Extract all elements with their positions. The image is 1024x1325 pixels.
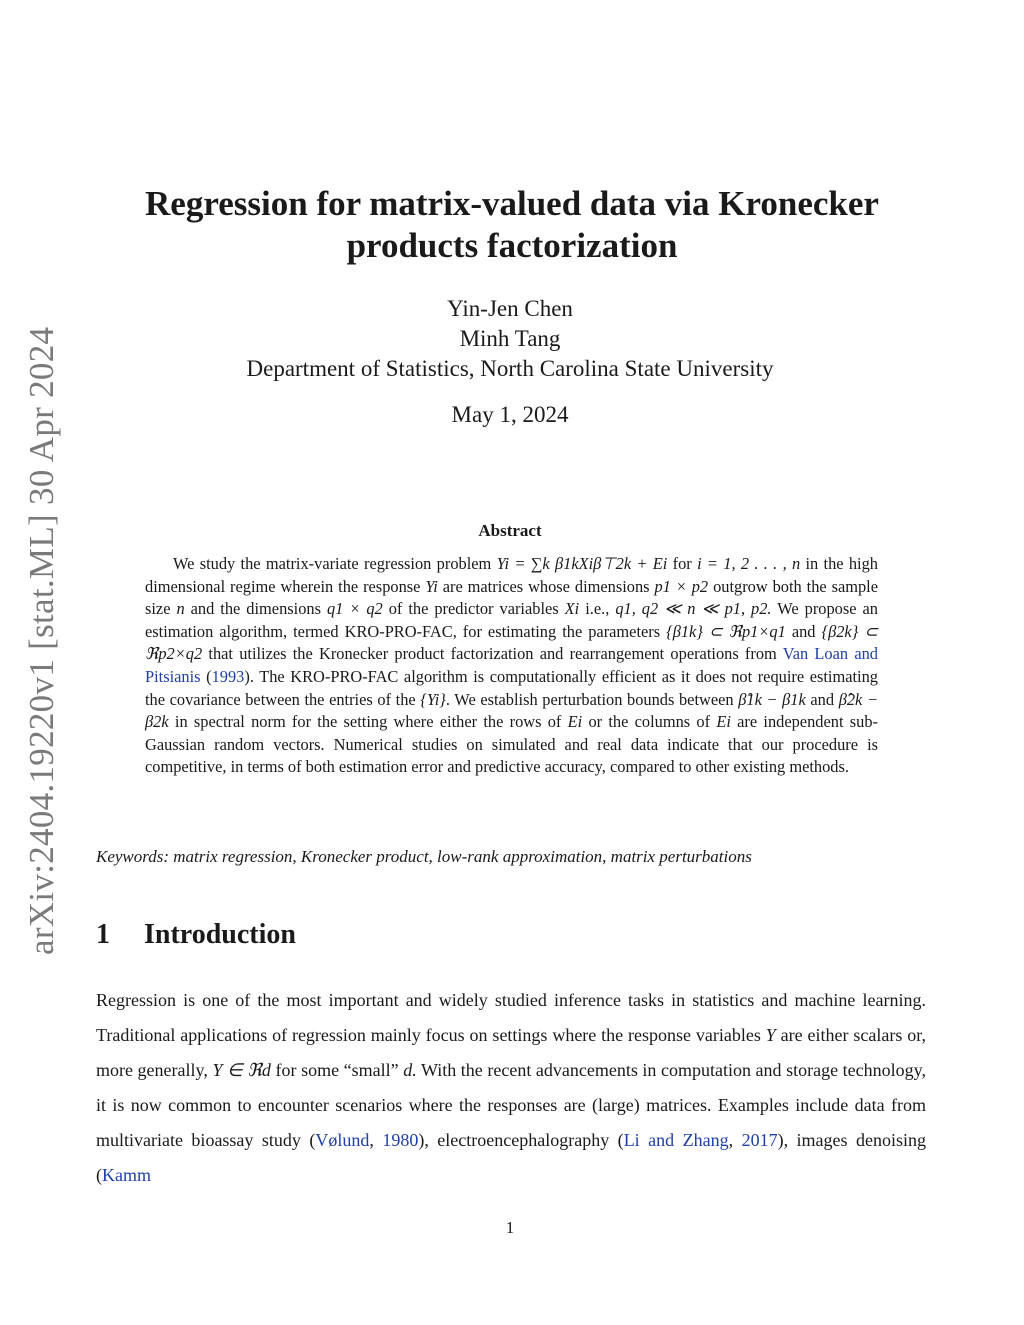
math-expression: {Yi}: [420, 689, 446, 709]
math-expression: Yi = ∑k β1kXiβ⊤2k + Ei: [496, 554, 668, 573]
math-expression: Ei: [716, 712, 731, 732]
arxiv-identifier-stamp[interactable]: arXiv:2404.19220v1 [stat.ML] 30 Apr 2024: [22, 326, 61, 955]
paper-date: May 1, 2024: [451, 402, 569, 427]
affiliation: Department of Statistics, North Carolina State University: [246, 356, 774, 381]
citation-link-li-zhang[interactable]: Li and Zhang: [623, 1130, 729, 1150]
paper-title: Regression for matrix-valued data via Kronecker products factorization: [145, 184, 879, 265]
math-expression: {β2k} ⊂ ℜp2×q2: [145, 621, 878, 664]
section-title: Introduction: [144, 919, 296, 950]
math-expression: q1 × q2: [326, 599, 383, 619]
math-expression: Ei: [567, 712, 583, 732]
citation-link-volund[interactable]: Vølund: [315, 1130, 370, 1150]
abstract-body: [145, 553, 878, 779]
keywords-line: Keywords: matrix regression, Kronecker product, low-rank approximation, matrix perturbations: [96, 847, 752, 866]
citation-link-kamm[interactable]: Kamm: [102, 1165, 151, 1185]
abstract-paragraph: We study the matrix-variate regression problem Yi = ∑k β1kXiβ⊤2k + Ei for i = 1, 2 . . . , n in the high dimensional regime wherein the response Yi are matrices whose dimensions p1 × p2 outgrow both the sample size n and the dimensions q1 × q2 of the predictor variables Xi i.e., q1, q2 ≪ n ≪ p1, p2. We propose an estimation algorithm, termed KRO-PRO-FAC, for estimating the parameters {β1k} ⊂ ℜp1×q1 and {β2k} ⊂ ℜp2×q2 that utilizes the Kronecker product factorization and rearrangement operations from Van Loan and Pitsianis (1993). The KRO-PRO-FAC algorithm is computationally efficient as it does not require estimating the covariance between the entries of the {Yi}. We establish perturbation bounds between β̂1k − β1k and β̂2k − β2k in spectral norm for the setting where either the rows of Ei or the columns of Ei are independent sub-Gaussian random vectors. Numerical studies on simulated and real data indicate that our procedure is competitive, in terms of both estimation error and predictive accuracy, compared to other existing methods.: [145, 554, 879, 777]
math-expression: β̂1k − β1k: [738, 689, 806, 709]
math-expression: β̂2k − β2k: [145, 689, 879, 732]
math-expression: Yi: [425, 576, 438, 596]
author-block: [100, 294, 920, 384]
author-name: Yin-Jen Chen: [447, 296, 573, 321]
author-name: Minh Tang: [459, 326, 561, 351]
section-number: 1: [96, 919, 110, 950]
section-heading: [96, 919, 296, 951]
math-expression: p1 × p2: [654, 576, 709, 596]
page-number: 1: [505, 1218, 515, 1237]
math-expression: n: [176, 599, 185, 619]
math-expression: d.: [403, 1060, 417, 1080]
citation-year-link[interactable]: 2017: [741, 1130, 778, 1150]
citation-link-van-loan[interactable]: Van Loan and Pitsianis: [145, 644, 878, 686]
abstract-heading: Abstract: [478, 521, 542, 540]
introduction-paragraph: Regression is one of the most important and widely studied inference tasks in statistics and machine learning. Traditional applications of regression mainly focus on settings where the response variables Y are either scalars or, more generally, Y ∈ ℜd for some “small” d. With the recent advancements in computation and storage technology, it is now common to encounter scenarios where the responses are (large) matrices. Examples include data from multivariate bioassay study (Vølund, 1980), electroencephalography (Li and Zhang, 2017), images denoising (Kamm: [96, 990, 927, 1185]
math-expression: Y: [765, 1025, 776, 1045]
math-expression: {β1k} ⊂ ℜp1×q1: [666, 621, 786, 641]
citation-year-link[interactable]: 1993: [211, 666, 245, 686]
math-expression: i = 1, 2 . . . , n: [697, 554, 801, 573]
citation-year-link[interactable]: 1980: [382, 1130, 419, 1150]
math-expression: q1, q2 ≪ n ≪ p1, p2.: [615, 599, 772, 619]
math-expression: Y ∈ ℜd: [212, 1060, 271, 1080]
math-expression: Xi: [564, 599, 580, 619]
